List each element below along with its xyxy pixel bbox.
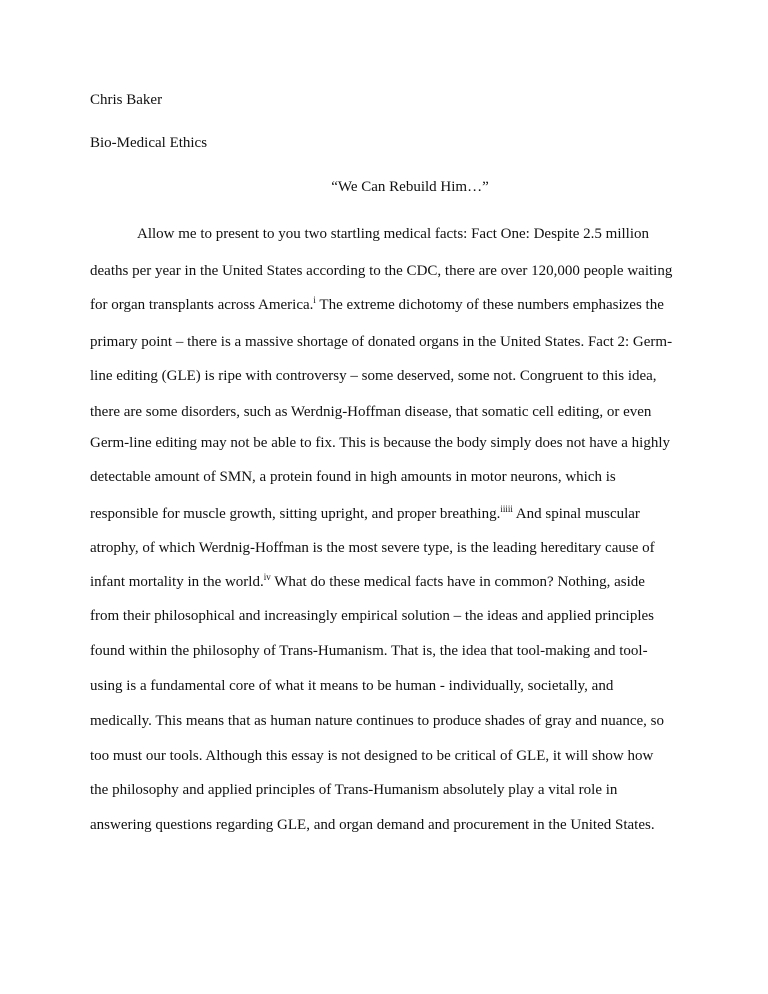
line-text: too must our tools. Although this essay is not designed to be critical of GLE, it will show how	[90, 748, 654, 764]
paragraph-line	[90, 747, 653, 765]
paragraph-line	[90, 642, 648, 660]
endnote-marker: iiiii	[500, 504, 513, 514]
line-text: responsible for muscle growth, sitting upright, and proper breathing.	[90, 506, 501, 522]
line-text: found within the philosophy of Trans-Humanism. That is, the idea that tool-making and tool-	[90, 643, 648, 659]
paragraph-line	[90, 781, 617, 799]
line-text: atrophy, of which Werdnig-Hoffman is the most severe type, is the leading hereditary cause of	[90, 540, 655, 556]
author-name: Chris Baker	[90, 92, 163, 108]
line-text: using is a fundamental core of what it means to be human - individually, societally, and	[90, 678, 614, 694]
paragraph-line	[90, 296, 664, 314]
paragraph-line	[90, 712, 664, 730]
line-text: line editing (GLE) is ripe with controversy – some deserved, some not. Congruent to this idea,	[90, 368, 657, 384]
paragraph-line	[90, 505, 640, 523]
course-name: Bio-Medical Ethics	[90, 135, 208, 151]
line-text: deaths per year in the United States according to the CDC, there are over 120,000 people waiting	[90, 263, 673, 279]
line-text: detectable amount of SMN, a protein found in high amounts in motor neurons, which is	[90, 469, 616, 485]
line-text: answering questions regarding GLE, and organ demand and procurement in the United States.	[90, 817, 655, 833]
line-text: for organ transplants across America.	[90, 297, 314, 313]
paragraph-line	[90, 434, 670, 452]
paragraph-line	[90, 607, 654, 625]
line-text-continued: And spinal muscular	[512, 506, 640, 522]
line-text-continued: What do these medical facts have in common? Nothing, aside	[270, 574, 645, 590]
essay-title: “We Can Rebuild Him…”	[331, 179, 489, 195]
line-text: from their philosophical and increasingly empirical solution – the ideas and applied principles	[90, 608, 655, 624]
endnote-marker: iv	[263, 572, 271, 582]
paragraph-line	[90, 573, 645, 591]
line-text: Allow me to present to you two startling medical facts: Fact One: Despite 2.5 million	[137, 226, 649, 242]
line-text-continued: The extreme dichotomy of these numbers emphasizes the	[315, 297, 664, 313]
line-text: the philosophy and applied principles of Trans-Humanism absolutely play a vital role in	[90, 782, 618, 798]
paragraph-line	[90, 468, 616, 486]
line-text: medically. This means that as human nature continues to produce shades of gray and nuance, so	[90, 713, 664, 729]
paragraph-line	[137, 225, 649, 243]
line-text: there are some disorders, such as Werdnig-Hoffman disease, that somatic cell editing, or even	[90, 404, 652, 420]
paragraph-line	[90, 677, 613, 695]
line-text: infant mortality in the world.	[90, 574, 264, 590]
paragraph-line	[90, 367, 657, 385]
paragraph-line	[90, 262, 672, 280]
paragraph-line	[90, 816, 655, 834]
line-text: Germ-line editing may not be able to fix. This is because the body simply does not have a highly	[90, 435, 671, 451]
paragraph-line	[90, 539, 655, 557]
paragraph-line	[90, 333, 672, 351]
line-text: primary point – there is a massive shortage of donated organs in the United States. Fact 2: Germ-	[90, 334, 673, 350]
paragraph-line	[90, 403, 651, 421]
endnote-marker: i	[313, 295, 316, 305]
